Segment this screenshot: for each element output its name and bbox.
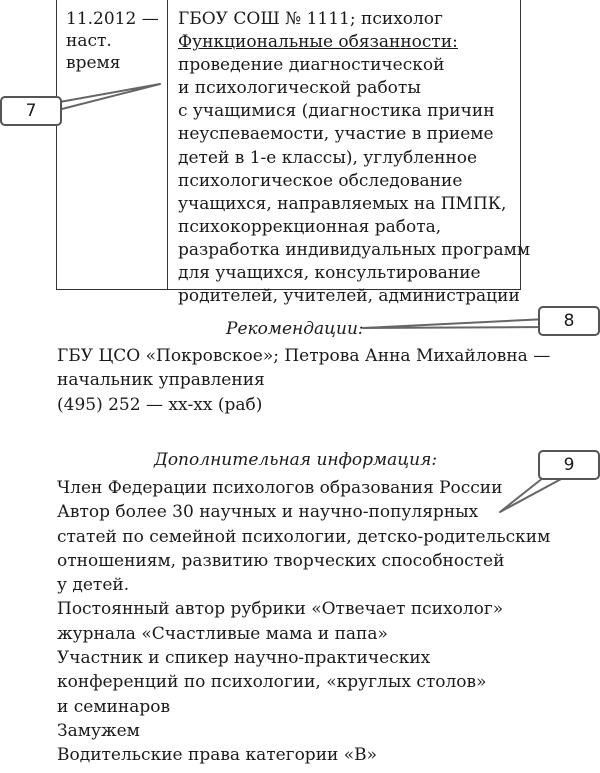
info-line: Постоянный автор рубрики «Отвечает психолог»: [57, 599, 504, 620]
date-line: наст.: [66, 31, 112, 51]
additional-info-heading: Дополнительная информация:: [154, 450, 438, 470]
info-line: Автор более 30 научных и научно-популярных: [57, 502, 479, 523]
duty-line: и психологической работы: [178, 78, 421, 99]
duty-line: психокоррекционная работа,: [178, 216, 442, 237]
info-line: Замужем: [57, 720, 140, 741]
info-line: и семинаров: [57, 696, 171, 717]
duty-line: неуспеваемости, участие в приеме: [178, 124, 494, 145]
callout-7: 7: [0, 96, 62, 126]
info-line: отношениям, развитию творческих способностей: [57, 550, 505, 571]
duties-heading: Функциональные обязанности:: [178, 32, 458, 53]
duty-line: разработка индивидуальных программ: [178, 239, 531, 260]
callout-8-pointer: [363, 319, 547, 328]
duty-line: с учащимися (диагностика причин: [178, 101, 495, 122]
info-line: конференций по психологии, «круглых столов»: [57, 672, 487, 693]
info-line: Водительские права категории «В»: [57, 745, 378, 766]
date-line: 11.2012 —: [66, 9, 159, 29]
callout-8: 8: [538, 306, 600, 336]
recommendation-line: начальник управления: [57, 370, 265, 391]
duty-line: психологическое обследование: [178, 170, 463, 191]
duty-line: родителей, учителей, администрации: [178, 286, 520, 307]
callout-9: 9: [538, 450, 600, 480]
recommendation-line: ГБУ ЦСО «Покровское»; Петрова Анна Михайловна —: [57, 346, 551, 366]
info-line: у детей.: [57, 575, 130, 596]
duty-line: учащихся, направляемых на ПМПК,: [178, 193, 507, 214]
duty-line: проведение диагностической: [178, 55, 445, 76]
info-line: журнала «Счастливые мама и папа»: [57, 623, 388, 644]
recommendation-line: (495) 252 — хх-хх (раб): [57, 394, 263, 415]
info-line: Член Федерации психологов образования России: [57, 478, 503, 498]
duty-line: для учащихся, консультирование: [178, 263, 481, 284]
recommendations-heading: Рекомендации:: [226, 319, 364, 339]
callout-7-pointer: [54, 84, 160, 111]
duty-line: детей в 1-е классы), углубленное: [178, 147, 478, 168]
date-line: время: [66, 53, 121, 73]
info-line: статей по семейной психологии, детско-родительским: [57, 526, 551, 547]
info-line: Участник и спикер научно-практических: [57, 648, 431, 669]
organization-line: ГБОУ СОШ № 1111; психолог: [178, 9, 443, 29]
